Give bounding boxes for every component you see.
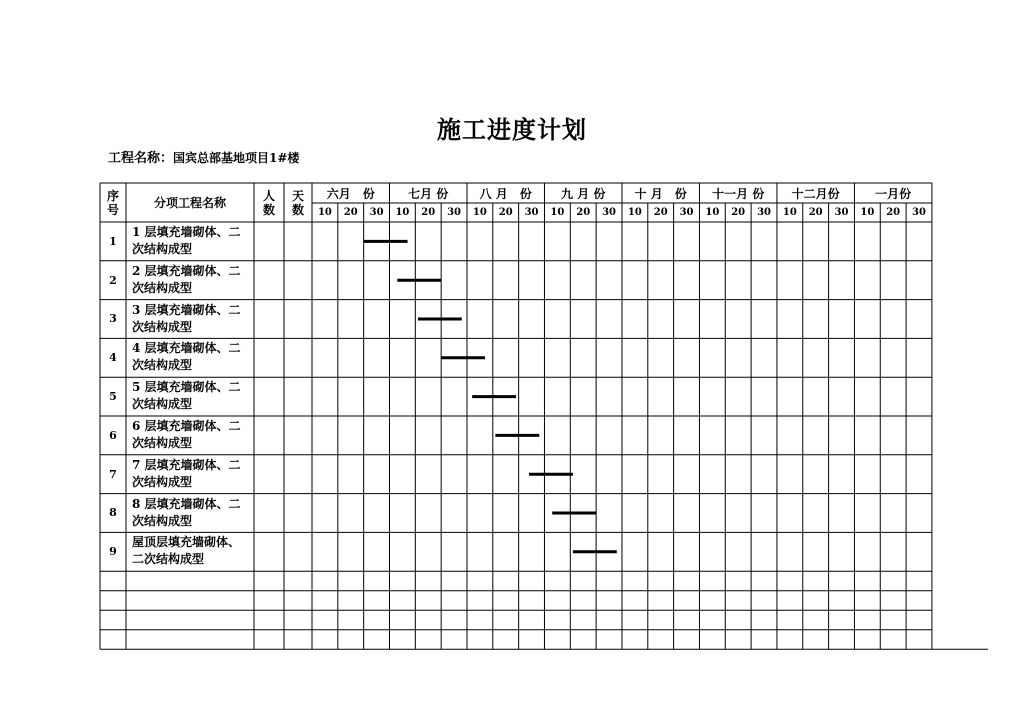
- header-day-mark: 10: [627, 207, 642, 218]
- header-month: 九 月 份: [561, 186, 606, 201]
- project-name: [108, 147, 299, 166]
- row-task-name: 3 层填充墙砌体、二 次结构成型: [132, 302, 241, 334]
- header-day-mark: 20: [886, 207, 901, 218]
- header-day-mark: 10: [550, 207, 565, 218]
- project-label: 工程名称：: [108, 151, 174, 166]
- header-month: 七月 份: [408, 186, 449, 201]
- header-people: 人 数: [262, 188, 275, 217]
- row-number: 3: [109, 312, 117, 326]
- header-day-mark: 30: [524, 207, 539, 218]
- header-month: 一月份: [875, 186, 912, 201]
- header-item-name: 分项工程名称: [153, 196, 226, 210]
- header-day-mark: 30: [679, 207, 694, 218]
- header-day-mark: 30: [602, 207, 616, 218]
- row-number: 1: [109, 234, 117, 248]
- row-task-name: 1 层填充墙砌体、二 次结构成型: [132, 225, 241, 256]
- row-task-name: 6 层填充墙砌体、二 次结构成型: [132, 419, 241, 450]
- header-month: 六月 份: [326, 186, 375, 201]
- header-day-mark: 30: [757, 207, 771, 218]
- header-seq: 序 号: [106, 188, 119, 217]
- header-day-mark: 20: [731, 207, 746, 218]
- header-month: 八 月 份: [479, 186, 532, 201]
- header-month: 十 月 份: [634, 186, 687, 201]
- header-month: 十二月份: [791, 186, 840, 201]
- row-task-name: 8 层填充墙砌体、二 次结构成型: [132, 496, 241, 528]
- row-number: 4: [109, 351, 117, 365]
- header-day-mark: 20: [498, 207, 513, 218]
- header-day-mark: 20: [808, 207, 823, 218]
- row-number: 2: [109, 273, 117, 287]
- row-task-name: 7 层填充墙砌体、二 次结构成型: [132, 457, 241, 489]
- row-task-name: 5 层填充墙砌体、二 次结构成型: [132, 380, 241, 412]
- row-number: 6: [109, 428, 117, 442]
- page-title: 施工进度计划: [437, 115, 587, 144]
- row-task-name: 屋顶层填充墙砌体、 二次结构成型: [132, 535, 241, 567]
- header-day-mark: 20: [576, 207, 591, 218]
- header-day-mark: 10: [472, 207, 487, 218]
- header-day-mark: 10: [705, 207, 720, 218]
- row-number: 5: [109, 390, 117, 404]
- header-day-mark: 30: [834, 207, 849, 218]
- header-day-mark: 30: [912, 207, 926, 218]
- row-number: 8: [109, 506, 117, 520]
- row-task-name: 4 层填充墙砌体、二 次结构成型: [132, 341, 241, 373]
- header-day-mark: 30: [447, 207, 462, 218]
- header-day-mark: 10: [395, 207, 410, 218]
- header-month: 十一月 份: [712, 186, 765, 201]
- project-value: 国宾总部基地项目1#楼: [173, 151, 300, 165]
- header-day-mark: 10: [782, 207, 797, 218]
- header-day-mark: 10: [860, 207, 875, 218]
- row-task-name: 2 层填充墙砌体、二 次结构成型: [132, 263, 241, 295]
- row-number: 7: [109, 467, 117, 481]
- header-day-mark: 10: [317, 207, 332, 218]
- header-day-mark: 20: [343, 207, 358, 218]
- header-day-mark: 20: [653, 207, 668, 218]
- header-day-mark: 20: [421, 207, 436, 218]
- header-day-mark: 30: [369, 207, 384, 218]
- header-days: 天 数: [291, 188, 304, 217]
- row-number: 9: [109, 545, 117, 559]
